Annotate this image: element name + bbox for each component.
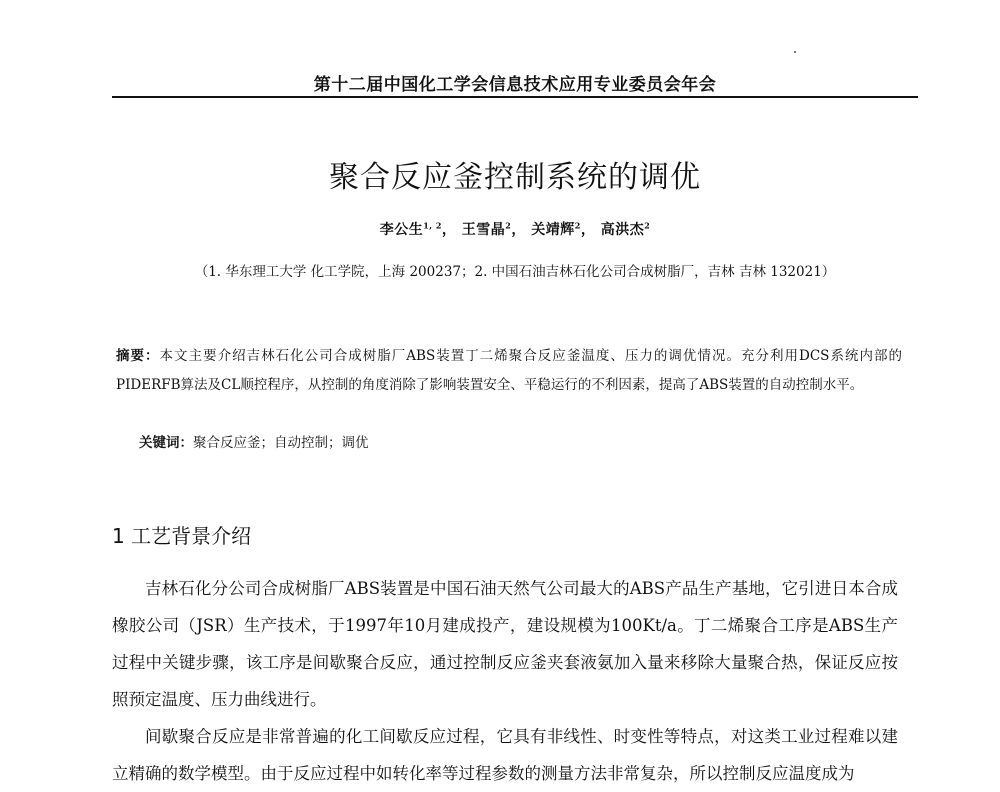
author-affil-mark: 2 (505, 220, 512, 231)
author-name: 高洪杰 (600, 222, 645, 238)
abstract (116, 342, 902, 400)
scan-speck (794, 51, 796, 53)
author-name: 关靖辉 (531, 222, 575, 238)
keywords (139, 431, 899, 451)
section-body (112, 570, 898, 792)
body-paragraph: 间歇聚合反应是非常普遍的化工间歇反应过程，它具有非线性、时变性等特点，对这类工业过程难以建立精确的数学模型。由于反应过程中如转化率等过程参数的测量方法非常复杂，所以控制反应温度成为 (112, 727, 898, 783)
running-header: 第十二届中国化工学会信息技术应用专业委员会年会 (313, 75, 717, 95)
keywords-text: 聚合反应釜；自动控制；调优 (193, 435, 369, 451)
author-name: 王雪晶 (461, 222, 506, 238)
affiliations: （1. 华东理工大学 化工学院，上海 200237；2. 中国石油吉林石化公司合成树脂厂，吉林 吉林 132021） (194, 264, 836, 280)
abstract-label: 摘要： (116, 348, 160, 364)
author-separator: ， (441, 222, 457, 238)
author-separator: ， (580, 222, 596, 238)
author-separator: ， (511, 222, 526, 238)
paper-title: 聚合反应釜控制系统的调优 (329, 160, 701, 195)
header-rule (112, 96, 918, 98)
body-paragraph: 吉林石化分公司合成树脂厂ABS装置是中国石油天然气公司最大的ABS产品生产基地，它引进日本合成橡胶公司（JSR）生产技术，于1997年10月建成投产，建设规模为100Kt/a。丁二烯聚合工序是ABS生产过程中关键步骤，该工序是间歇聚合反应，通过控制反应釜夹套液氨加入量来移除大量聚合热，保证反应按照预定温度、压力曲线进行。 (112, 579, 898, 709)
author-affil-mark: 2 (644, 220, 651, 231)
author-affil-mark: 1, 2 (423, 220, 442, 231)
author-affil-mark: 2 (574, 220, 581, 231)
section-heading: 1 工艺背景介绍 (112, 524, 252, 548)
abstract-text: 本文主要介绍吉林石化公司合成树脂厂ABS装置丁二烯聚合反应釜温度、压力的调优情况。充分利用DCS系统内部的PIDERFB算法及CL顺控程序，从控制的角度消除了影响装置安全、平稳运行的不利因素，提高了ABS装置的自动控制水平。 (116, 348, 902, 393)
keywords-label: 关键词： (139, 435, 193, 451)
author-name: 李公生 (379, 222, 424, 238)
author-list (112, 219, 918, 239)
